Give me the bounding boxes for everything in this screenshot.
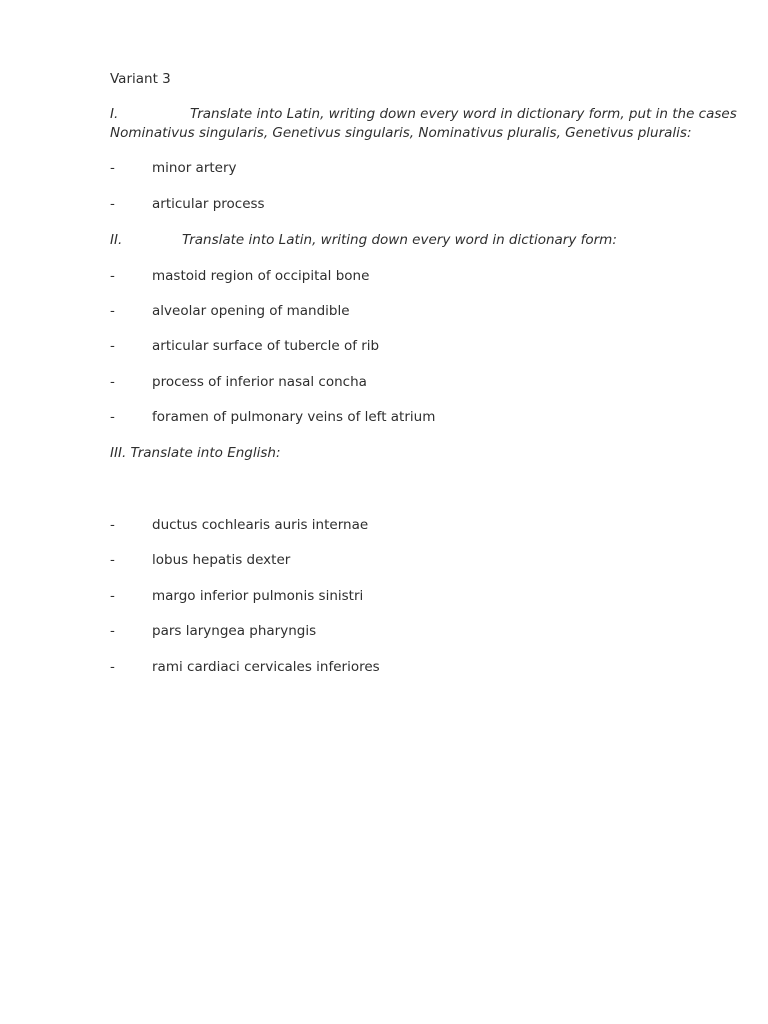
section-2-number: II. xyxy=(110,232,123,248)
list-item: foramen of pulmonary veins of left atrium xyxy=(152,409,436,425)
list-bullet: - xyxy=(110,517,115,533)
section-2-instruction-text: Translate into Latin, writing down every word in dictionary form: xyxy=(182,232,617,248)
list-item: alveolar opening of mandible xyxy=(152,303,350,319)
list-bullet: - xyxy=(110,196,115,212)
list-bullet: - xyxy=(110,374,115,390)
list-item: mastoid region of occipital bone xyxy=(152,268,370,284)
list-bullet: - xyxy=(110,409,115,425)
list-bullet: - xyxy=(110,623,115,639)
list-bullet: - xyxy=(110,338,115,354)
section-2-instruction xyxy=(110,231,617,249)
list-item: minor artery xyxy=(152,160,237,176)
section-1-number: I. xyxy=(110,106,119,122)
section-1-instruction-line1: Translate into Latin, writing down every word in dictionary form, put in the cases xyxy=(190,106,737,122)
list-item: pars laryngea pharyngis xyxy=(152,623,317,639)
section-3-heading: III. Translate into English: xyxy=(110,445,281,461)
section-1-instruction xyxy=(110,105,737,123)
list-item: articular process xyxy=(152,196,265,212)
section-1-instruction-line2: Nominativus singularis, Genetivus singularis, Nominativus pluralis, Genetivus pluralis: xyxy=(110,125,692,141)
document-title: Variant 3 xyxy=(110,71,171,87)
list-item: lobus hepatis dexter xyxy=(152,552,291,568)
list-item: ductus cochlearis auris internae xyxy=(152,517,369,533)
list-item: process of inferior nasal concha xyxy=(152,374,367,390)
list-bullet: - xyxy=(110,659,115,675)
list-item: articular surface of tubercle of rib xyxy=(152,338,380,354)
list-item: rami cardiaci cervicales inferiores xyxy=(152,659,380,675)
list-bullet: - xyxy=(110,552,115,568)
list-bullet: - xyxy=(110,303,115,319)
list-item: margo inferior pulmonis sinistri xyxy=(152,588,364,604)
list-bullet: - xyxy=(110,588,115,604)
list-bullet: - xyxy=(110,160,115,176)
list-bullet: - xyxy=(110,268,115,284)
